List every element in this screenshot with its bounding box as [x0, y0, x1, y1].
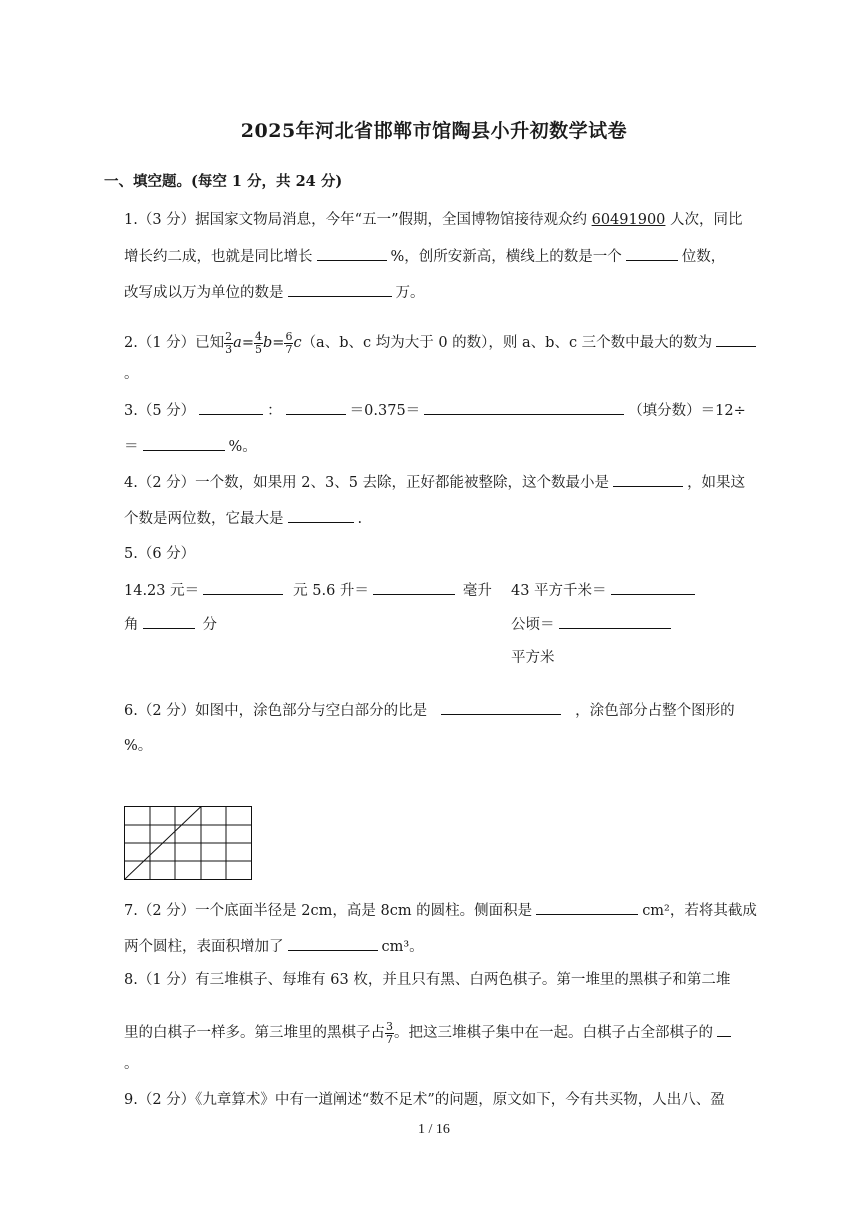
answer-blank[interactable] — [716, 332, 756, 347]
question-1-line-1: 1.（3 分）据国家文物局消息，今年“五一”假期，全国博物馆接待观众约 60491900 人次，同比 — [124, 212, 743, 228]
question-8-line-2: 里的白棋子一样多。第三堆里的黑棋子占 $\frac{3}{7}$ 。把这三堆棋子集中在一起。白棋子占全部棋子的 — [124, 1020, 735, 1046]
question-8-line-3: 。 — [124, 1056, 139, 1072]
question-1-line-3: 改写成以万为单位的数是 万。 — [124, 282, 425, 303]
answer-blank[interactable] — [199, 400, 263, 415]
section-heading: 一、填空题。(每空 1 分，共 24 分) — [104, 173, 343, 190]
question-5-row-2-right: 公顷＝ — [511, 614, 675, 635]
answer-blank[interactable] — [288, 936, 378, 951]
fraction: $\frac{3}{7}$ — [386, 1019, 393, 1046]
fraction: $\frac{6}{7}$ — [285, 329, 293, 356]
question-9-line-1: 9.（2 分）《九章算术》中有一道阐述“数不足术”的问题，原文如下，今有共买物，人出八、盈 — [124, 1092, 725, 1108]
question-5-row-3-right: 平方米 — [511, 650, 555, 666]
answer-blank[interactable] — [613, 472, 683, 487]
question-7-line-1: 7.（2 分）一个底面半径是 2cm，高是 8cm 的圆柱。侧面积是 cm²，若将其截成 — [124, 900, 757, 921]
answer-blank[interactable] — [317, 246, 387, 261]
question-5-row-2: 角 分 — [124, 614, 217, 635]
underlined-number: 60491900 — [591, 212, 666, 228]
grid-figure — [124, 806, 254, 882]
answer-blank[interactable] — [373, 580, 455, 595]
question-7-line-2: 两个圆柱，表面积增加了 cm³。 — [124, 936, 424, 957]
question-8-line-1: 8.（1 分）有三堆棋子、每堆有 63 枚，并且只有黑、白两色棋子。第一堆里的黑棋子和第二堆 — [124, 972, 731, 988]
question-1-line-2: 增长约二成，也就是同比增长 %，创所安新高，横线上的数是一个 位数， — [124, 246, 725, 267]
answer-blank[interactable] — [559, 614, 671, 629]
answer-blank[interactable] — [288, 508, 354, 523]
answer-blank[interactable] — [424, 400, 624, 415]
question-6-line-1: 6.（2 分）如图中，涂色部分与空白部分的比是 ，涂色部分占整个图形的 — [124, 700, 735, 721]
fraction: $\frac{4}{5}$ — [254, 329, 262, 356]
question-3-line-2: ＝ %。 — [124, 436, 257, 457]
question-2-line-2: 。 — [124, 366, 139, 382]
fraction: $\frac{2}{3}$ — [225, 329, 233, 356]
question-3-line-1: 3.（5 分） ： ＝0.375＝ （填分数）＝12÷ — [124, 400, 746, 421]
answer-blank[interactable] — [203, 580, 283, 595]
answer-blank[interactable] — [717, 1022, 731, 1037]
answer-blank[interactable] — [536, 900, 638, 915]
answer-blank[interactable] — [626, 246, 678, 261]
question-5-head: 5.（6 分） — [124, 546, 196, 562]
page-title: 2025年河北省邯郸市馆陶县小升初数学试卷 — [240, 120, 628, 142]
question-5-row-1-right: 43 平方千米＝ — [511, 580, 699, 601]
answer-blank[interactable] — [286, 400, 346, 415]
answer-blank[interactable] — [611, 580, 695, 595]
question-4-line-1: 4.（2 分）一个数，如果用 2、3、5 去除，正好都能被整除，这个数最小是 ，如果这 — [124, 472, 745, 493]
answer-blank[interactable] — [143, 614, 195, 629]
question-2-line-1: 2.（1 分）已知 $\frac{2}{3}$ a= $\frac{4}{5}$ b= $\frac{6}{7}$ c（a、b、c 均为大于 0 的数），则 a、b、c 三个数中最大的数为 — [124, 330, 760, 356]
question-5-row-1: 14.23 元＝ 元 5.6 升＝ 毫升 — [124, 580, 492, 601]
answer-blank[interactable] — [143, 436, 225, 451]
answer-blank[interactable] — [441, 700, 561, 715]
question-6-line-2: %。 — [124, 738, 153, 754]
question-4-line-2: 个数是两位数，它最大是 . — [124, 508, 362, 529]
answer-blank[interactable] — [288, 282, 392, 297]
page-number: 1 / 16 — [418, 1122, 450, 1137]
